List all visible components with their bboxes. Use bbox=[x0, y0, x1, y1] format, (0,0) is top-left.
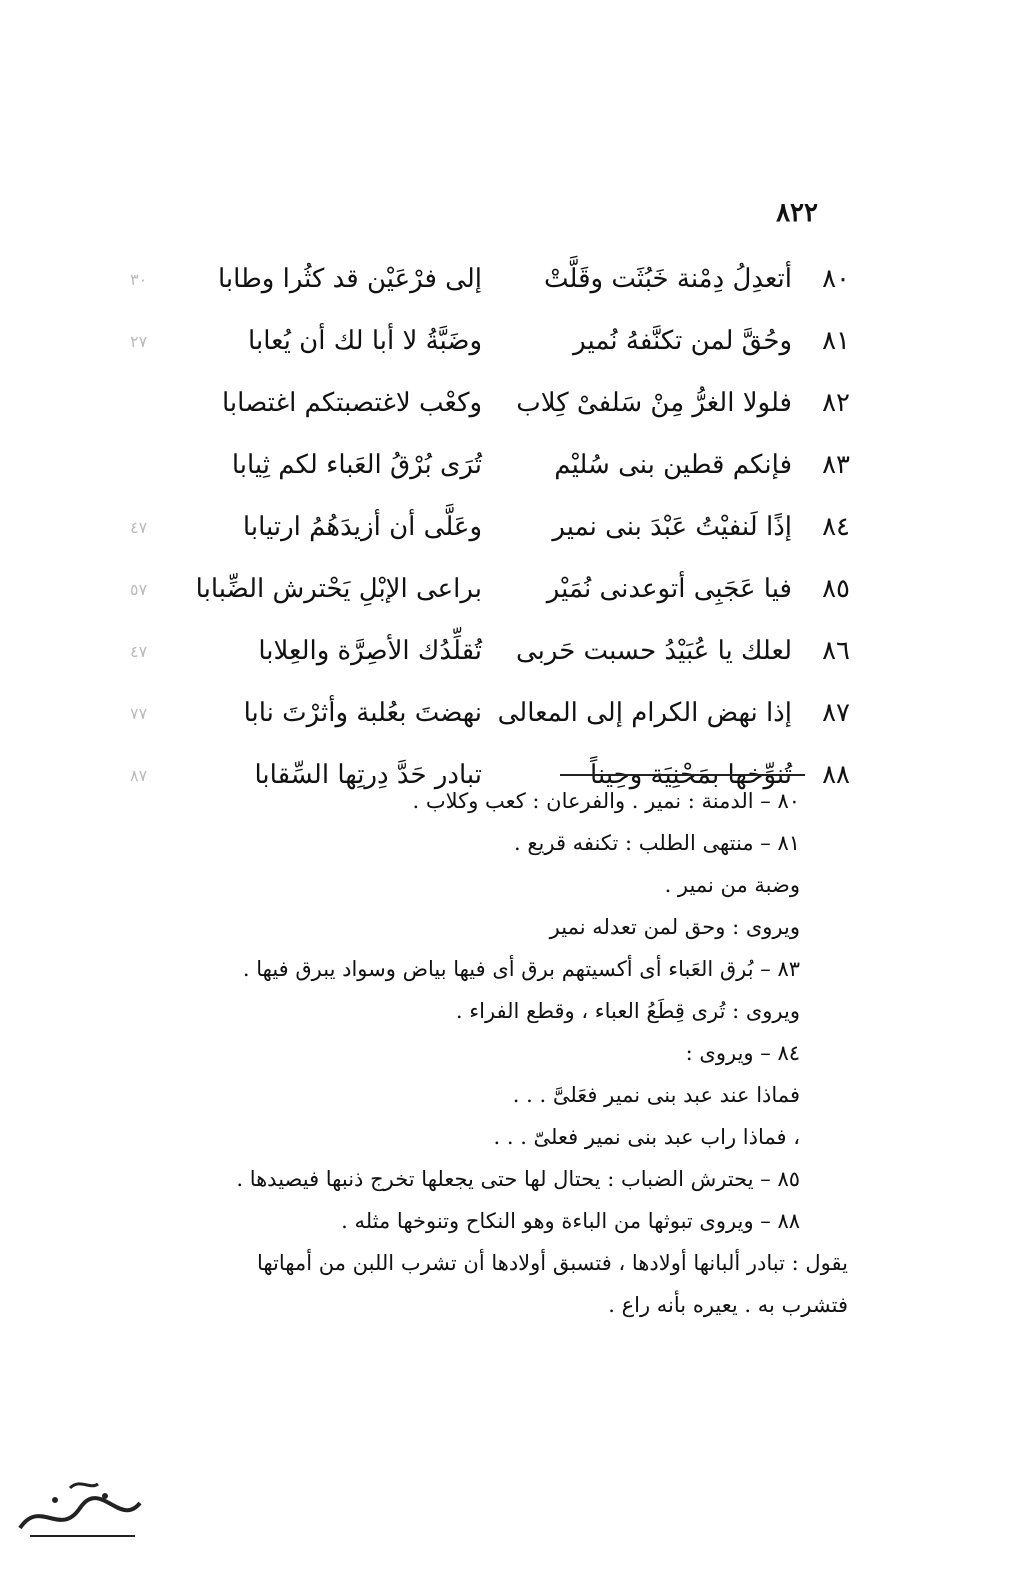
footnote-line: فتشرب به . يعيره بأنه راع . bbox=[608, 1293, 848, 1317]
verse-row bbox=[150, 372, 850, 434]
verse-number: ٨٣ bbox=[822, 450, 850, 480]
verse-first-hemistich: لعلك يا عُبَيْدُ حسبت حَربى bbox=[515, 636, 792, 666]
verse-second-hemistich: نهضتَ بعُلبة وأثرْتَ نابا bbox=[243, 698, 482, 728]
verse-row bbox=[130, 496, 850, 558]
footnote-line: ٨٤ – ويروى : bbox=[685, 1041, 800, 1065]
poem-block bbox=[130, 248, 850, 806]
page-number: ٨٢٢ bbox=[776, 198, 818, 228]
verse-second-hemistich: تبادر حَدَّ دِرتِها السِّقابا bbox=[254, 760, 482, 790]
verse-row bbox=[130, 248, 850, 310]
margin-mark: ٢٧ bbox=[130, 331, 148, 351]
footnote-line: ويروى : وحق لمن تعدله نمير bbox=[549, 915, 800, 939]
library-stamp-logo bbox=[10, 1478, 150, 1550]
footnote-line: فماذا عند عبد بنى نمير فعَلىَّ . . . bbox=[512, 1083, 800, 1107]
footnote-line: ويروى : تُرى قِطَعُ العباء ، وقطع الفراء . bbox=[455, 999, 800, 1023]
margin-mark: ٨٧ bbox=[130, 765, 148, 785]
footnote-line: يقول : تبادر ألبانها أولادها ، فتسبق أولادها أن تشرب اللبن من أمهاتها bbox=[256, 1251, 848, 1275]
verse-first-hemistich: إذا نهض الكرام إلى المعالى bbox=[497, 698, 792, 728]
verse-row bbox=[130, 682, 850, 744]
verse-first-hemistich: وحُقَّ لمن تكنَّفهُ نُمير bbox=[573, 326, 792, 356]
margin-mark: ٤٧ bbox=[130, 641, 148, 661]
notes-divider bbox=[560, 774, 805, 776]
verse-first-hemistich: إذًا لَنفيْتُ عَبْدَ بنى نمير bbox=[552, 512, 792, 542]
verse-second-hemistich: تُقلِّدُك الأصِرَّة والعِلابا bbox=[258, 636, 482, 666]
verse-first-hemistich: فإنكم قطين بنى سُليْم bbox=[554, 450, 792, 480]
margin-mark: ٣٠ bbox=[130, 269, 148, 289]
footnote-line: ٨٥ – يحترش الضباب : يحتال لها حتى يجعلها تخرج ذنبها فيصيدها . bbox=[236, 1167, 800, 1191]
verse-number: ٨٠ bbox=[822, 264, 850, 294]
verse-number: ٨٦ bbox=[822, 636, 850, 666]
verse-second-hemistich: وكعْب لاغتصبتكم اغتصابا bbox=[222, 388, 482, 418]
footnote-line: ٨١ – منتهى الطلب : تكنفه قريع . bbox=[514, 831, 800, 855]
verse-number: ٨١ bbox=[822, 326, 850, 356]
verse-second-hemistich: براعى الإبْلِ يَحْترش الضِّبابا bbox=[195, 574, 482, 604]
verse-row bbox=[130, 310, 850, 372]
footnotes-block bbox=[118, 780, 848, 1326]
verse-number: ٨٧ bbox=[822, 698, 850, 728]
margin-mark: ٤٧ bbox=[130, 517, 148, 537]
verse-number: ٨٤ bbox=[822, 512, 850, 542]
footnote-line: ٨٨ – ويروى تبوثها من الباءة وهو النكاح وتنوخها مثله . bbox=[341, 1209, 800, 1233]
margin-mark: ٧٧ bbox=[130, 703, 148, 723]
verse-number: ٨٨ bbox=[822, 760, 850, 790]
verse-second-hemistich: تُرَى بُرْقُ العَباء لكم ثِيابا bbox=[231, 450, 482, 480]
verse-first-hemistich: فيا عَجَبِى أتوعدنى نُمَيْر bbox=[546, 574, 792, 604]
footnote-line: ٨٣ – بُرق العَباء أى أكسيتهم برق أى فيها بياض وسواد يبرق فيها . bbox=[242, 957, 800, 981]
verse-first-hemistich: تُنوِّخها بمَحْنِيَة وحِيناً bbox=[590, 760, 792, 790]
verse-first-hemistich: أتعدِلُ دِمْنة خَبُثَت وقَلَّتْ bbox=[543, 264, 792, 294]
verse-number: ٨٢ bbox=[822, 388, 850, 418]
verse-first-hemistich: فلولا الغرُّ مِنْ سَلفىْ كِلاب bbox=[516, 388, 792, 418]
footnote-line: ٨٠ – الدمنة : نمير . والفرعان : كعب وكلاب . bbox=[412, 789, 800, 813]
footnote-line: ، فماذا راب عبد بنى نمير فعلىّ . . . bbox=[493, 1125, 800, 1149]
verse-row bbox=[130, 558, 850, 620]
verse-row bbox=[130, 620, 850, 682]
margin-mark: ٥٧ bbox=[130, 579, 148, 599]
verse-second-hemistich: وعَلَّى أن أزيدَهُمُ ارتيابا bbox=[242, 512, 482, 542]
verse-second-hemistich: إلى فرْعَيْن قد كثُرا وطابا bbox=[218, 264, 482, 294]
verse-number: ٨٥ bbox=[822, 574, 850, 604]
verse-second-hemistich: وضَبَّةُ لا أبا لك أن يُعابا bbox=[248, 326, 482, 356]
footnote-line: وضبة من نمير . bbox=[664, 873, 800, 897]
verse-row bbox=[150, 434, 850, 496]
